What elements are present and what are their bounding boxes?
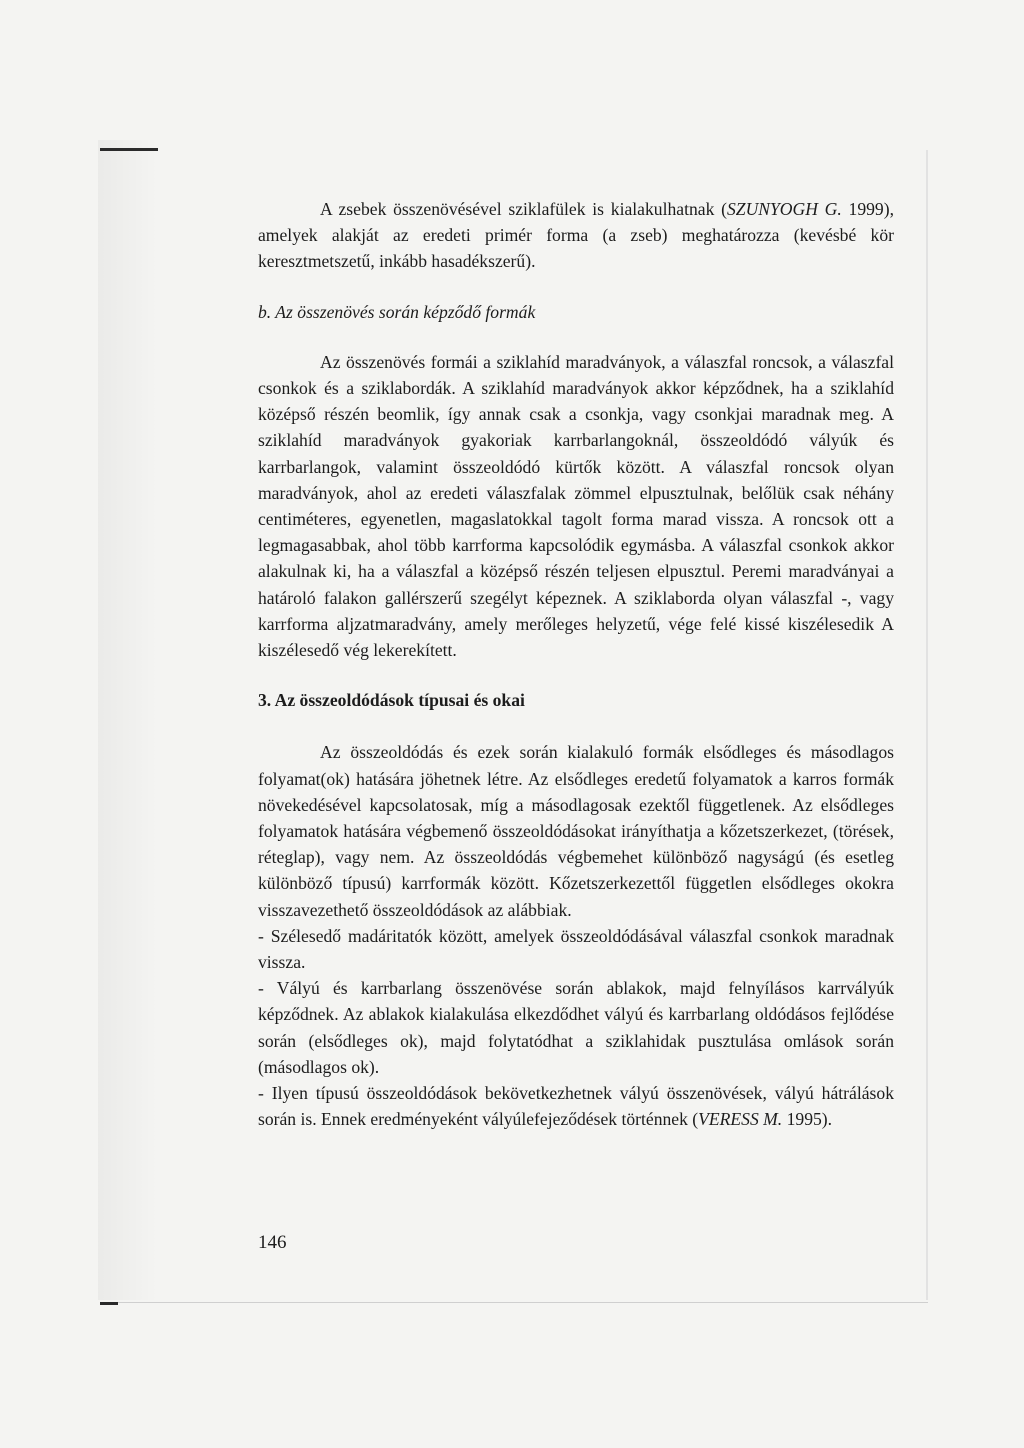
citation-szunyogh: SZUNYOGH G. — [726, 199, 842, 219]
last-item-lead: - Ilyen típusú összeoldódások bekövetkezhetnek vályú összenövések, vályú hátrálások során is. Ennek eredményeként vályúlefejeződések történnek ( — [258, 1083, 894, 1130]
scan-mark-bottom — [100, 1302, 118, 1305]
paragraph-sziklafulek — [258, 196, 894, 275]
section-heading-3: 3. Az összeoldódások típusai és okai — [258, 690, 525, 711]
page-body — [258, 196, 894, 1133]
paragraph-osszeoldodas: Az összeoldódás és ezek során kialakuló formák elsődleges és másodlagos folyamat(ok) hatására jöhetnek létre. Az elsődleges eredetű folyamatok a karros formák növekedésével kapcsolatosak, míg a másodlagosak ezektől függetlenek. Az elsődleges folyamatok hatására végbemenő összeoldódásokat irányíthatja a kőzetszerkezet, (törések, réteglap), vagy nem. Az összeoldódás végbemehet különböző nagyságú (és esetleg különböző típusú) karrformák között. Kőzetszerkezettől független elsődleges okokra visszavezethető összeoldódások az alábbiak. — [258, 742, 894, 920]
list-item-valyu-karrbarlang: - Vályú és karrbarlang összenövése során ablakok, majd felnyílásos karrvályúk képződnek. Az ablakok kialakulása elkezdődhet vályú és karrbarlang oldódásos fejlődése során (elsődleges ok), majd folytatódhat a sziklahidak pusztulása omlások során (másodlagos ok). — [258, 978, 894, 1077]
scan-shadow-left — [98, 140, 158, 1300]
last-item-rest: 1995). — [782, 1109, 833, 1130]
scan-mark-top — [100, 148, 158, 151]
scan-edge-right — [926, 150, 928, 1300]
list-item-madaritatok: - Szélesedő madáritatók között, amelyek összeoldódásával válaszfal csonkok maradnak vissza. — [258, 925, 894, 973]
list-item-valyu-osszenoves — [258, 1080, 894, 1132]
page-number: 146 — [258, 1232, 287, 1253]
citation-veress: VERESS M. — [698, 1109, 783, 1130]
subsection-heading-b: b. Az összenövés során képződő formák — [258, 301, 536, 322]
paragraph-osszenoves-formai: Az összenövés formái a sziklahíd maradványok, a válaszfal roncsok, a válaszfal csonkok és a sziklabordák. A sziklahíd maradványok akkor képződnek, ha a sziklahíd középső részén beomlik, így annak csak a csonkja, vagy csonkjai maradnak meg. A sziklahíd maradványok gyakoriak karrbarlangoknál, összeoldódó vályúk és karrbarlangok, valamint összeoldódó kürtők között. A válaszfal roncsok olyan maradványok, ahol az eredeti válaszfalak zömmel elpusztulnak, belőlük csak néhány centiméteres, egyenetlen, magaslatokkal tagolt forma marad vissza. A roncsok ott a legmagasabbak, ahol több karrforma kapcsolódik egymásba. A válaszfal csonkok akkor alakulnak ki, ha a válaszfal a középső részén teljesen elpusztul. Peremi maradványai a határoló falakon gallérszerű szegélyt képeznek. A sziklaborda olyan válaszfal -, vagy karrforma aljzatmaradvány, amely merőleges helyzetű, vége felé kissé kiszélesedik A kiszélesedő vég lekerekített. — [258, 351, 894, 661]
paragraph-1-lead: A zsebek összenövésével sziklafülek is kialakulhatnak ( — [320, 199, 727, 219]
paragraph-1-rest: 1999), amelyek alakját az eredeti primér forma (a zseb) meghatározza (kevésbé kör keresztmetszetű, inkább hasadékszerű). — [258, 199, 894, 272]
scan-line-bottom — [118, 1302, 928, 1303]
